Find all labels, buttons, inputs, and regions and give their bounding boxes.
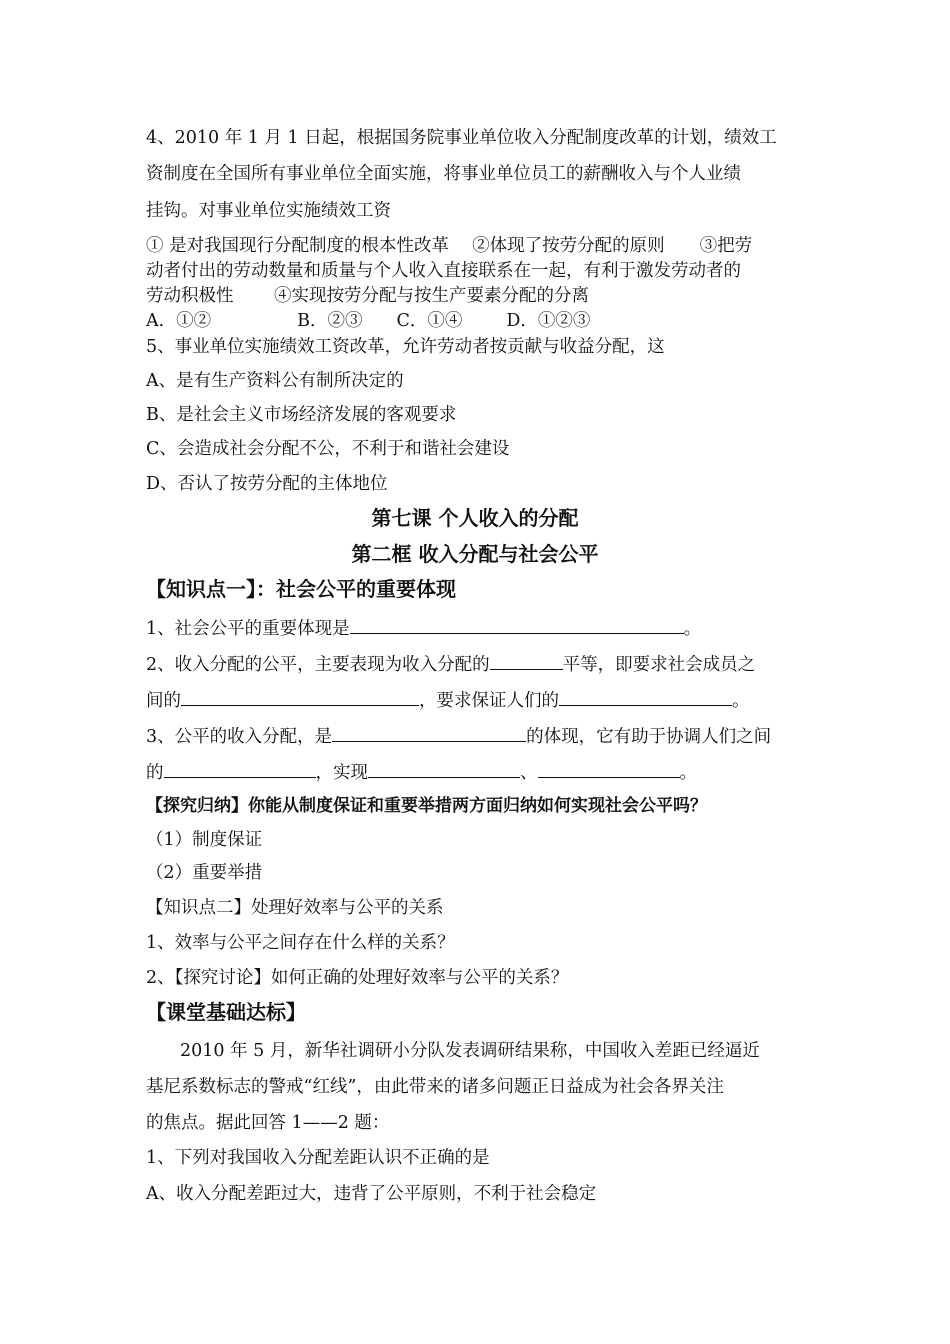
lesson-title: 第七课 个人收入的分配 (371, 506, 579, 530)
fill-blank[interactable] (350, 616, 684, 634)
kp2-item-1: 1、效率与公平之间存在什么样的关系？ (146, 933, 455, 953)
kp1-item-3-line-2 (146, 760, 697, 784)
frame-title: 第二框 收入分配与社会公平 (351, 542, 599, 566)
practice-heading: 【课堂基础达标】 (146, 1000, 306, 1024)
q4-statements-line-1: ① 是对我国现行分配制度的根本性改革 ②体现了按劳分配的原则 ③把劳 (146, 236, 753, 256)
q4-stem-line-2: 资制度在全国所有事业单位全面实施，将事业单位员工的薪酬收入与个人业绩 (146, 164, 741, 184)
q5-option-c: C、会造成社会分配不公，不利于和谐社会建设 (146, 439, 510, 459)
kp1-item-3-l2-sep: 、 (520, 763, 538, 783)
q4-options (146, 310, 590, 332)
kp1-item-3-l2-mid: ，实现 (315, 763, 368, 783)
kp2-heading: 【知识点二】处理好效率与公平的关系 (146, 898, 444, 918)
kp1-item-3-text: 3、公平的收入分配，是 (146, 727, 333, 747)
kp1-item-3-l2-end: 。 (679, 763, 697, 783)
fill-blank[interactable] (368, 760, 520, 778)
practice-q1-stem: 1、下列对我国收入分配差距认识不正确的是 (146, 1148, 490, 1168)
kp1-item-1-end: 。 (683, 619, 702, 639)
q4-option-c: C．①④ (396, 311, 463, 331)
practice-q1-option-a: A、收入分配差距过大，违背了公平原则，不利于社会稳定 (146, 1184, 597, 1204)
explore-item-2: （2）重要举措 (146, 863, 263, 883)
kp1-heading: 【知识点一】：社会公平的重要体现 (146, 577, 456, 601)
kp1-item-3 (146, 724, 771, 748)
kp1-item-2-text: 2、收入分配的公平，主要表现为收入分配的 (146, 655, 490, 675)
fill-blank[interactable] (164, 760, 316, 778)
kp1-item-2-l2-text: 间的 (146, 691, 181, 711)
q4-option-b: B．②③ (297, 311, 363, 331)
fill-blank[interactable] (181, 688, 419, 706)
practice-paragraph-line-2: 基尼系数标志的警戒“红线”，由此带来的诸多问题正日益成为社会各界关注 (146, 1077, 724, 1097)
fill-blank[interactable] (538, 760, 680, 778)
q5-option-a: A、是有生产资料公有制所决定的 (146, 371, 404, 391)
q4-stem-line-3: 挂钩。对事业单位实施绩效工资 (146, 201, 391, 221)
kp1-item-3-l2-text: 的 (146, 763, 164, 783)
fill-blank[interactable] (490, 652, 563, 670)
kp1-item-1-text: 1、社会公平的重要体现是 (146, 619, 350, 639)
q4-option-d: D．①②③ (506, 311, 591, 331)
kp2-item-2: 2、【探究讨论】如何正确的处理好效率与公平的关系？ (146, 968, 569, 988)
q5-option-b: B、是社会主义市场经济发展的客观要求 (146, 405, 457, 425)
q4-statements-line-3: 劳动积极性 ④实现按劳分配与按生产要素分配的分离 (146, 286, 590, 306)
kp1-item-2-l2-mid: ，要求保证人们的 (419, 691, 559, 711)
kp1-item-2-line-2 (146, 688, 750, 712)
explore-item-1: （1）制度保证 (146, 830, 263, 850)
kp1-item-3-mid: 的体现，它有助于协调人们之间 (526, 727, 772, 747)
practice-paragraph-line-1: 2010 年 5 月，新华社调研小分队发表调研结果称，中国收入差距已经逼近 (180, 1041, 760, 1061)
kp1-item-2-mid: 平等，即要求社会成员之 (562, 655, 756, 675)
fill-blank[interactable] (559, 688, 732, 706)
q5-stem: 5、事业单位实施绩效工资改革，允许劳动者按贡献与收益分配，这 (146, 337, 665, 357)
practice-paragraph-line-3: 的焦点。据此回答 1——2 题： (146, 1113, 390, 1133)
q4-stem-line-1: 4、2010 年 1 月 1 日起，根据国务院事业单位收入分配制度改革的计划，绩效工 (146, 128, 777, 148)
q4-statements-line-2: 动者付出的劳动数量和质量与个人收入直接联系在一起，有利于激发劳动者的 (146, 261, 741, 281)
q4-option-a: A．①② (146, 311, 212, 331)
kp1-item-2-l2-end: 。 (732, 691, 750, 711)
kp1-item-2 (146, 652, 755, 676)
q5-option-d: D、否认了按劳分配的主体地位 (146, 474, 388, 494)
fill-blank[interactable] (332, 724, 526, 742)
explore-heading: 【探究归纳】你能从制度保证和重要举措两方面归纳如何实现社会公平吗？ (146, 796, 707, 816)
kp1-item-1 (146, 616, 701, 640)
